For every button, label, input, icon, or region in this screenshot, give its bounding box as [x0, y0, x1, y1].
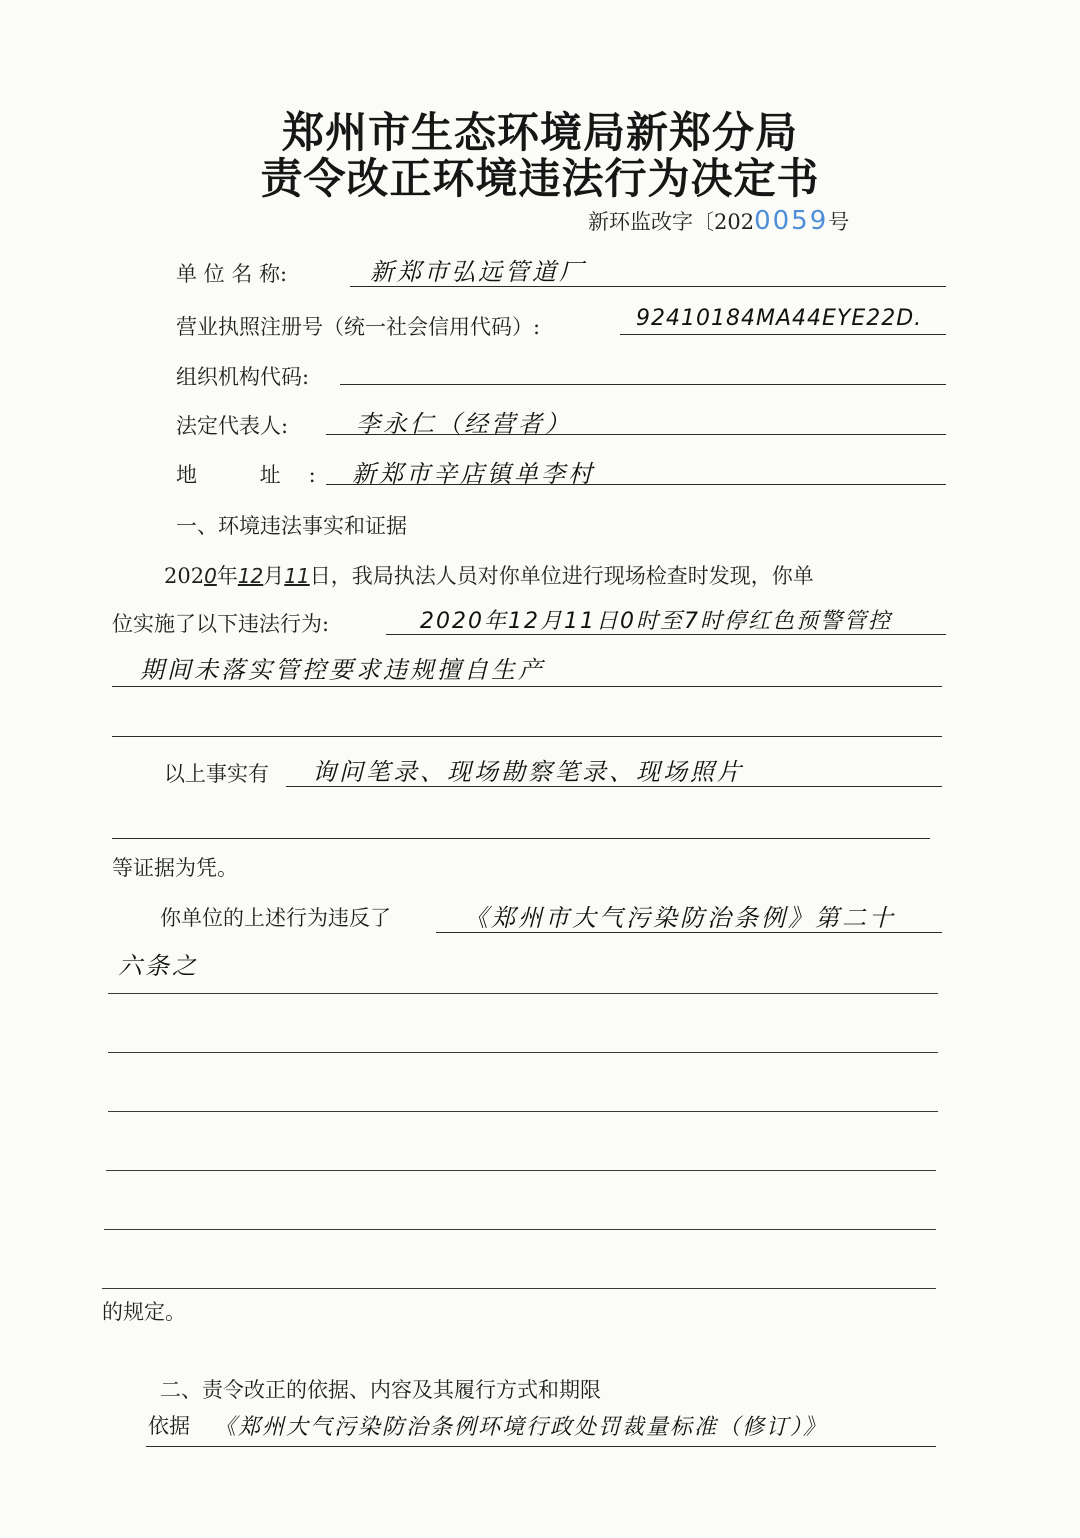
regulation-rule-2 — [108, 1052, 938, 1053]
license-label: 营业执照注册号（统一社会信用代码）: — [176, 315, 541, 339]
basis-value: 《郑州大气污染防治条例环境行政处罚裁量标准（修订）》 — [214, 1415, 828, 1440]
violated-line1: 《郑州市大气污染防治条例》第二十 — [464, 904, 896, 932]
date-year-prefix: 202 — [164, 564, 205, 588]
violated-line1-rule — [436, 932, 942, 933]
evidence-label: 以上事实有 — [164, 762, 269, 786]
date-tail: 日，我局执法人员对你单位进行现场检查时发现，你单 — [309, 564, 814, 588]
date-year-fill: 0 — [204, 564, 217, 588]
evidence-value: 询问笔录、现场勘察笔录、现场照片 — [312, 758, 744, 786]
address-line — [326, 484, 946, 485]
legal-rep-line — [326, 434, 946, 435]
unit-name-line — [350, 286, 946, 287]
org-code-label: 组织机构代码: — [176, 365, 310, 389]
document-number-suffix: 号 — [828, 210, 850, 234]
document-title-line2: 责令改正环境违法行为决定书 — [260, 154, 820, 203]
date-month-fill: 12 — [237, 564, 264, 588]
date-day-fill: 11 — [284, 564, 310, 588]
regulation-rule-4 — [106, 1170, 936, 1171]
document-number-prefix: 新环监改字〔202 — [588, 210, 755, 234]
violation-line2: 期间未落实管控要求违规擅自生产 — [140, 656, 545, 684]
unit-name-value: 新郑市弘远管道厂 — [370, 258, 586, 286]
regulation-tail: 的规定。 — [102, 1300, 186, 1324]
violated-label: 你单位的上述行为违反了 — [160, 906, 391, 930]
violation-line2-rule — [112, 686, 942, 687]
license-line — [620, 334, 946, 335]
basis-label: 依据 — [148, 1414, 190, 1438]
evidence-line2-rule — [112, 838, 930, 839]
evidence-line1-rule — [286, 786, 942, 787]
org-code-line — [340, 384, 946, 385]
section1-heading: 一、环境违法事实和证据 — [176, 514, 407, 538]
address-label: 地 址: — [176, 463, 344, 487]
section2-heading: 二、责令改正的依据、内容及其履行方式和期限 — [160, 1378, 601, 1402]
legal-rep-value: 李永仁（经营者） — [356, 410, 572, 438]
legal-rep-label: 法定代表人: — [176, 414, 289, 438]
address-value: 新郑市辛店镇单李村 — [352, 460, 595, 488]
regulation-rule-3 — [108, 1111, 938, 1112]
basis-rule — [146, 1446, 936, 1447]
document-number-stamp: 0059 — [754, 206, 829, 236]
license-value: 92410184MA44EYE22D. — [636, 306, 923, 331]
regulation-rule-5 — [104, 1229, 936, 1230]
regulation-rule-6 — [102, 1288, 936, 1289]
violation-line3-rule — [112, 736, 942, 737]
violation-line1: 2020年12月11日0时至7时停红色预警管控 — [420, 609, 892, 634]
document-number — [588, 206, 849, 236]
violated-line2: 六条之 — [118, 952, 199, 980]
date-month-suffix: 月 — [263, 564, 285, 588]
regulation-rule-1 — [108, 993, 938, 994]
document-title-line1: 郑州市生态环境局新郑分局 — [281, 108, 798, 157]
violation-line1-rule — [386, 634, 946, 635]
violation-label: 位实施了以下违法行为: — [112, 612, 330, 636]
inspection-date-sentence — [164, 560, 814, 590]
evidence-tail: 等证据为凭。 — [112, 856, 238, 880]
date-year-suffix: 年 — [216, 564, 238, 588]
unit-name-label: 单 位 名 称: — [176, 262, 288, 286]
